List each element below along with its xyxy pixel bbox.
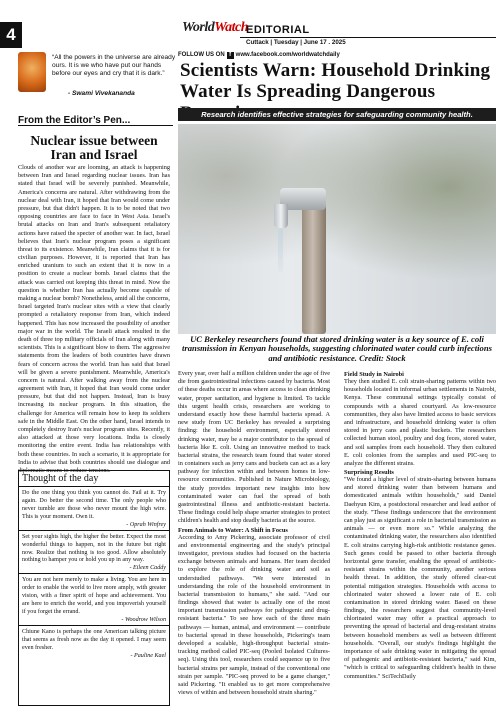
photo-background bbox=[178, 124, 496, 334]
follow-url[interactable]: www.facebook.com/worldwatchdaily bbox=[235, 52, 340, 58]
thought-item bbox=[19, 487, 169, 531]
section-title: EDITORIAL bbox=[246, 24, 310, 36]
article-subheading: From Animals to Water: A Shift in Focus bbox=[178, 526, 288, 534]
article-column-2 bbox=[344, 370, 496, 710]
article-paragraph: "We found a higher level of strain-sharing between humans and stored drinking water than between humans and domesticated animals within households," said Daniel Daehyun Kim, a postdoctoral researcher and lead author of the study. "These findings underscore that the environment can play just as significant a role in bacterial transmission as animals — or even more so." While analyzing the contaminated drinking water, the researchers also identified E. coli strains carrying high-risk antibiotic resistance genes. Such genes could be passed to other bacteria through horizontal gene transfer, enabling the spread of antibiotic-resistant strains within the community, another serious health threat. In addition, the study offered clear-cut potential mitigation strategies. Households with access to chlorinated water showed a lower rate of E. coli contamination in stored drinking water. Based on these findings, the researchers suggest that community-level chlorinated water may offer a practical approach to preventing the spread of bacterial and drug-resistant strains between household members as well as between different households. "Overall, our study's findings highlight the importance of safe drinking water in mitigating the spread of pathogenic and antibiotic-resistant bacteria," said Kim, "which is critical to safeguarding children's health in these communities." SciTechDaily bbox=[344, 476, 496, 680]
logo-right: Watch bbox=[214, 20, 249, 35]
thought-author: - Oprah Winfrey bbox=[126, 521, 166, 528]
quote-text: “All the powers in the universe are already ours. It is we who have put our hands before our eyes and cry that it is dark.” bbox=[52, 54, 176, 77]
thought-item bbox=[19, 531, 169, 575]
editorial-title: Nuclear issue between Iran and Israel bbox=[30, 133, 158, 163]
article-subheading: Field Study in Nairobi bbox=[344, 371, 404, 378]
article-paragraph: They then studied E. coli strain-sharing patterns within two households located in informal urban settlements in Nairobi, Kenya. These communal settings typically consist of compounds with a shared courtyard. As low-resource communities, they also have limited access to basic services and infrastructure, and household drinking water is often stored in jerry cans and plastic buckets. The researchers collected human stool, poultry and dog feces, stored water, and soil samples from each household. They then cultured E. coli colonies from the samples and used PIC-seq to analyze the different strains. bbox=[344, 378, 496, 467]
article-column-1 bbox=[178, 370, 330, 710]
quote-author: - Swami Vivekananda bbox=[68, 90, 135, 97]
author-portrait bbox=[18, 52, 46, 92]
page-number: 4 bbox=[0, 22, 22, 48]
photo-water-stream bbox=[278, 228, 283, 272]
article-subhead: Research identifies effective strategies for safeguarding community health. bbox=[178, 108, 496, 121]
thought-text: Do the one thing you think you cannot do. Fail at it. Try again. Do better the second time. The only people who never tumble are those who never mount the high wire. This is your moment. Own it. bbox=[22, 490, 166, 520]
thought-item bbox=[19, 574, 169, 626]
thought-of-the-day bbox=[18, 470, 170, 706]
article-photo bbox=[178, 124, 496, 334]
article-paragraph: Every year, over half a million children under the age of five die from gastrointestinal infections caused by bacteria. Most of these deaths occur in areas where access to clean drinking water, proper sanitation, and hygiene is limited. To tackle this urgent health crisis, researchers are working to understand exactly how these harmful bacteria spread. A new study from UC Berkeley has revealed a surprising finding: the household environment, especially stored drinking water, may be a major contributor to the spread of bacteria like E. coli. Using an innovative method to track bacterial strains, the research team found that water stored in containers such as jerry cans and buckets can act as a key pathway for infection within and between homes in low-resource communities. Published in Nature Microbiology, the study provides important new insights into how contaminated water can fuel the spread of both gastrointestinal illness and antibiotic-resistant bacteria. These findings could help shape smarter strategies to protect children's health and stop deadly bacteria at the source. bbox=[178, 370, 330, 525]
article-headline: Scientists Warn: Household Drinking Water Is Spreading Dangerous bbox=[180, 60, 491, 103]
thought-title: Thought of the day bbox=[19, 471, 169, 487]
follow-prefix: FOLLOW US ON bbox=[178, 52, 225, 58]
photo-pipe bbox=[302, 204, 326, 334]
photo-caption: UC Berkeley researchers found that stored drinking water is a key source of E. coli transmission in Kenyan households, suggesting chlorinated water could curb infections and antibiotic resistance. Credit: Stock bbox=[182, 334, 492, 363]
thought-author: - Pauline Kael bbox=[130, 652, 166, 659]
photo-spout bbox=[274, 204, 288, 228]
facebook-icon: f bbox=[227, 52, 234, 59]
header-rule bbox=[240, 37, 496, 38]
thought-author: - Woodrow Wilson bbox=[121, 616, 166, 623]
follow-us bbox=[178, 52, 340, 59]
quote-box bbox=[18, 52, 176, 108]
article-subheading: Surprising Results bbox=[344, 469, 394, 477]
logo-left: World bbox=[182, 20, 215, 35]
thought-text: Set your sights high, the higher the better. Expect the most wonderful things to happen, not in the future but right now. Realize that nothing is too good. Allow absolutely nothing to hamper you or hold you up in any way. bbox=[22, 533, 166, 564]
thought-author: - Eileen Caddy bbox=[129, 565, 166, 572]
thought-text: Chiune Kano is perhaps the one American talking picture that seems as fresh now as the day it opened. I may seem even fresher. bbox=[22, 628, 166, 651]
editor-pen-label bbox=[18, 110, 173, 126]
article-paragraph: According to Amy Pickering, associate professor of civil and environmental engineering and the study's principal investigator, previous studies had focused on the bacteria exchange between animals and humans. Her team decided to explore the role of drinking water and soil as understudied pathways. "We were interested in understanding the role of the household environment in bacterial transmission to humans," she said. "And our findings showed that water is actually one of the most important transmission pathways for pathogenic and drug-resistant bacteria." To see how each of the three main pathways — human, animal, and environment — contribute to bacterial spread in these households, Pickering's team developed a scalable, high-throughput bacterial strain-tracking method called PIC-seq (Pooled Isolated Cultures-seq). Using this tool, researchers could sequence up to five bacterial strains per sample, instead of the conventional one strain per sample. "PIC-seq proved to be a game changer," said Pickering. "It enabled us to get more comprehensive views of within and between household strain sharing." bbox=[178, 533, 330, 697]
thought-text: You are not here merely to make a living. You are here in order to enable the world to live more amply, with greater vision, with a finer spirit of hope and achievement. You are here to enrich the world, and you impoverish yourself if you forget the errand. bbox=[22, 577, 166, 616]
editor-pen-text: From the Editor’s Pen... bbox=[18, 115, 131, 126]
dateline: Cuttack | Tuesday | June 17 . 2025 bbox=[246, 39, 346, 46]
thought-item bbox=[19, 626, 169, 661]
editorial-body: Clouds of another war are looming, an attack is happening between Iran and Israel regarding nuclear issues. Iran has stated that Israel will be severely punished. Meanwhile, America's concerns are natural. After withdrawing from the nuclear deal with Iran, it hoped that Iran would come under pressure, but that didn't happen. It is to be noted that two opposing countries are face to face in West Asia. Israel's brutal attacks on Iran and Iran's subsequent retaliatory actions have raised the specter of another war. In fact, Israel believes that Iran's nuclear program poses a significant threat to its existence. Meanwhile, Iran claims that it is for civilian purposes. However, it is reported that Iran has enriched uranium to such an extent that it is now in a position to create a nuclear bomb. Israel claims that the attack was carried out keeping this threat in mind. Now the question is whether Iran has actually become capable of making a nuclear bomb? Nonetheless, amid all the concerns, Israel targeted Iran's nuclear sites with a view that clearly prompted a retaliatory response from Iran, which indeed happened. This has now increased the possibility of another major war in the world. The Israeli attack resulted in the death of three top military officials of Iran along with many scientists. This is a significant blow to them. The aggressive statements from the leaders of both countries have drawn fears of concern across the world. Iran has said that Israel will be given a severe punishment. Meanwhile, America's concern is natural. After walking away from the nuclear agreement with Iran, it hoped that Iran would come under pressure, but that did not happen. Instead, Iran is busy increasing its nuclear program. In this situation, the challenge for America will remain how to keep its soldiers safe in the Middle East. On the other hand, Israel intends to completely destroy Iran's nuclear program sites. Recently, it also attacked at those very locations. India is closely monitoring the entire event. India has relationships with both these countries. In such a scenario, it is appropriate for India to advise that both countries should use dialogue and diplomatic means to reduce tensions. bbox=[18, 164, 170, 474]
